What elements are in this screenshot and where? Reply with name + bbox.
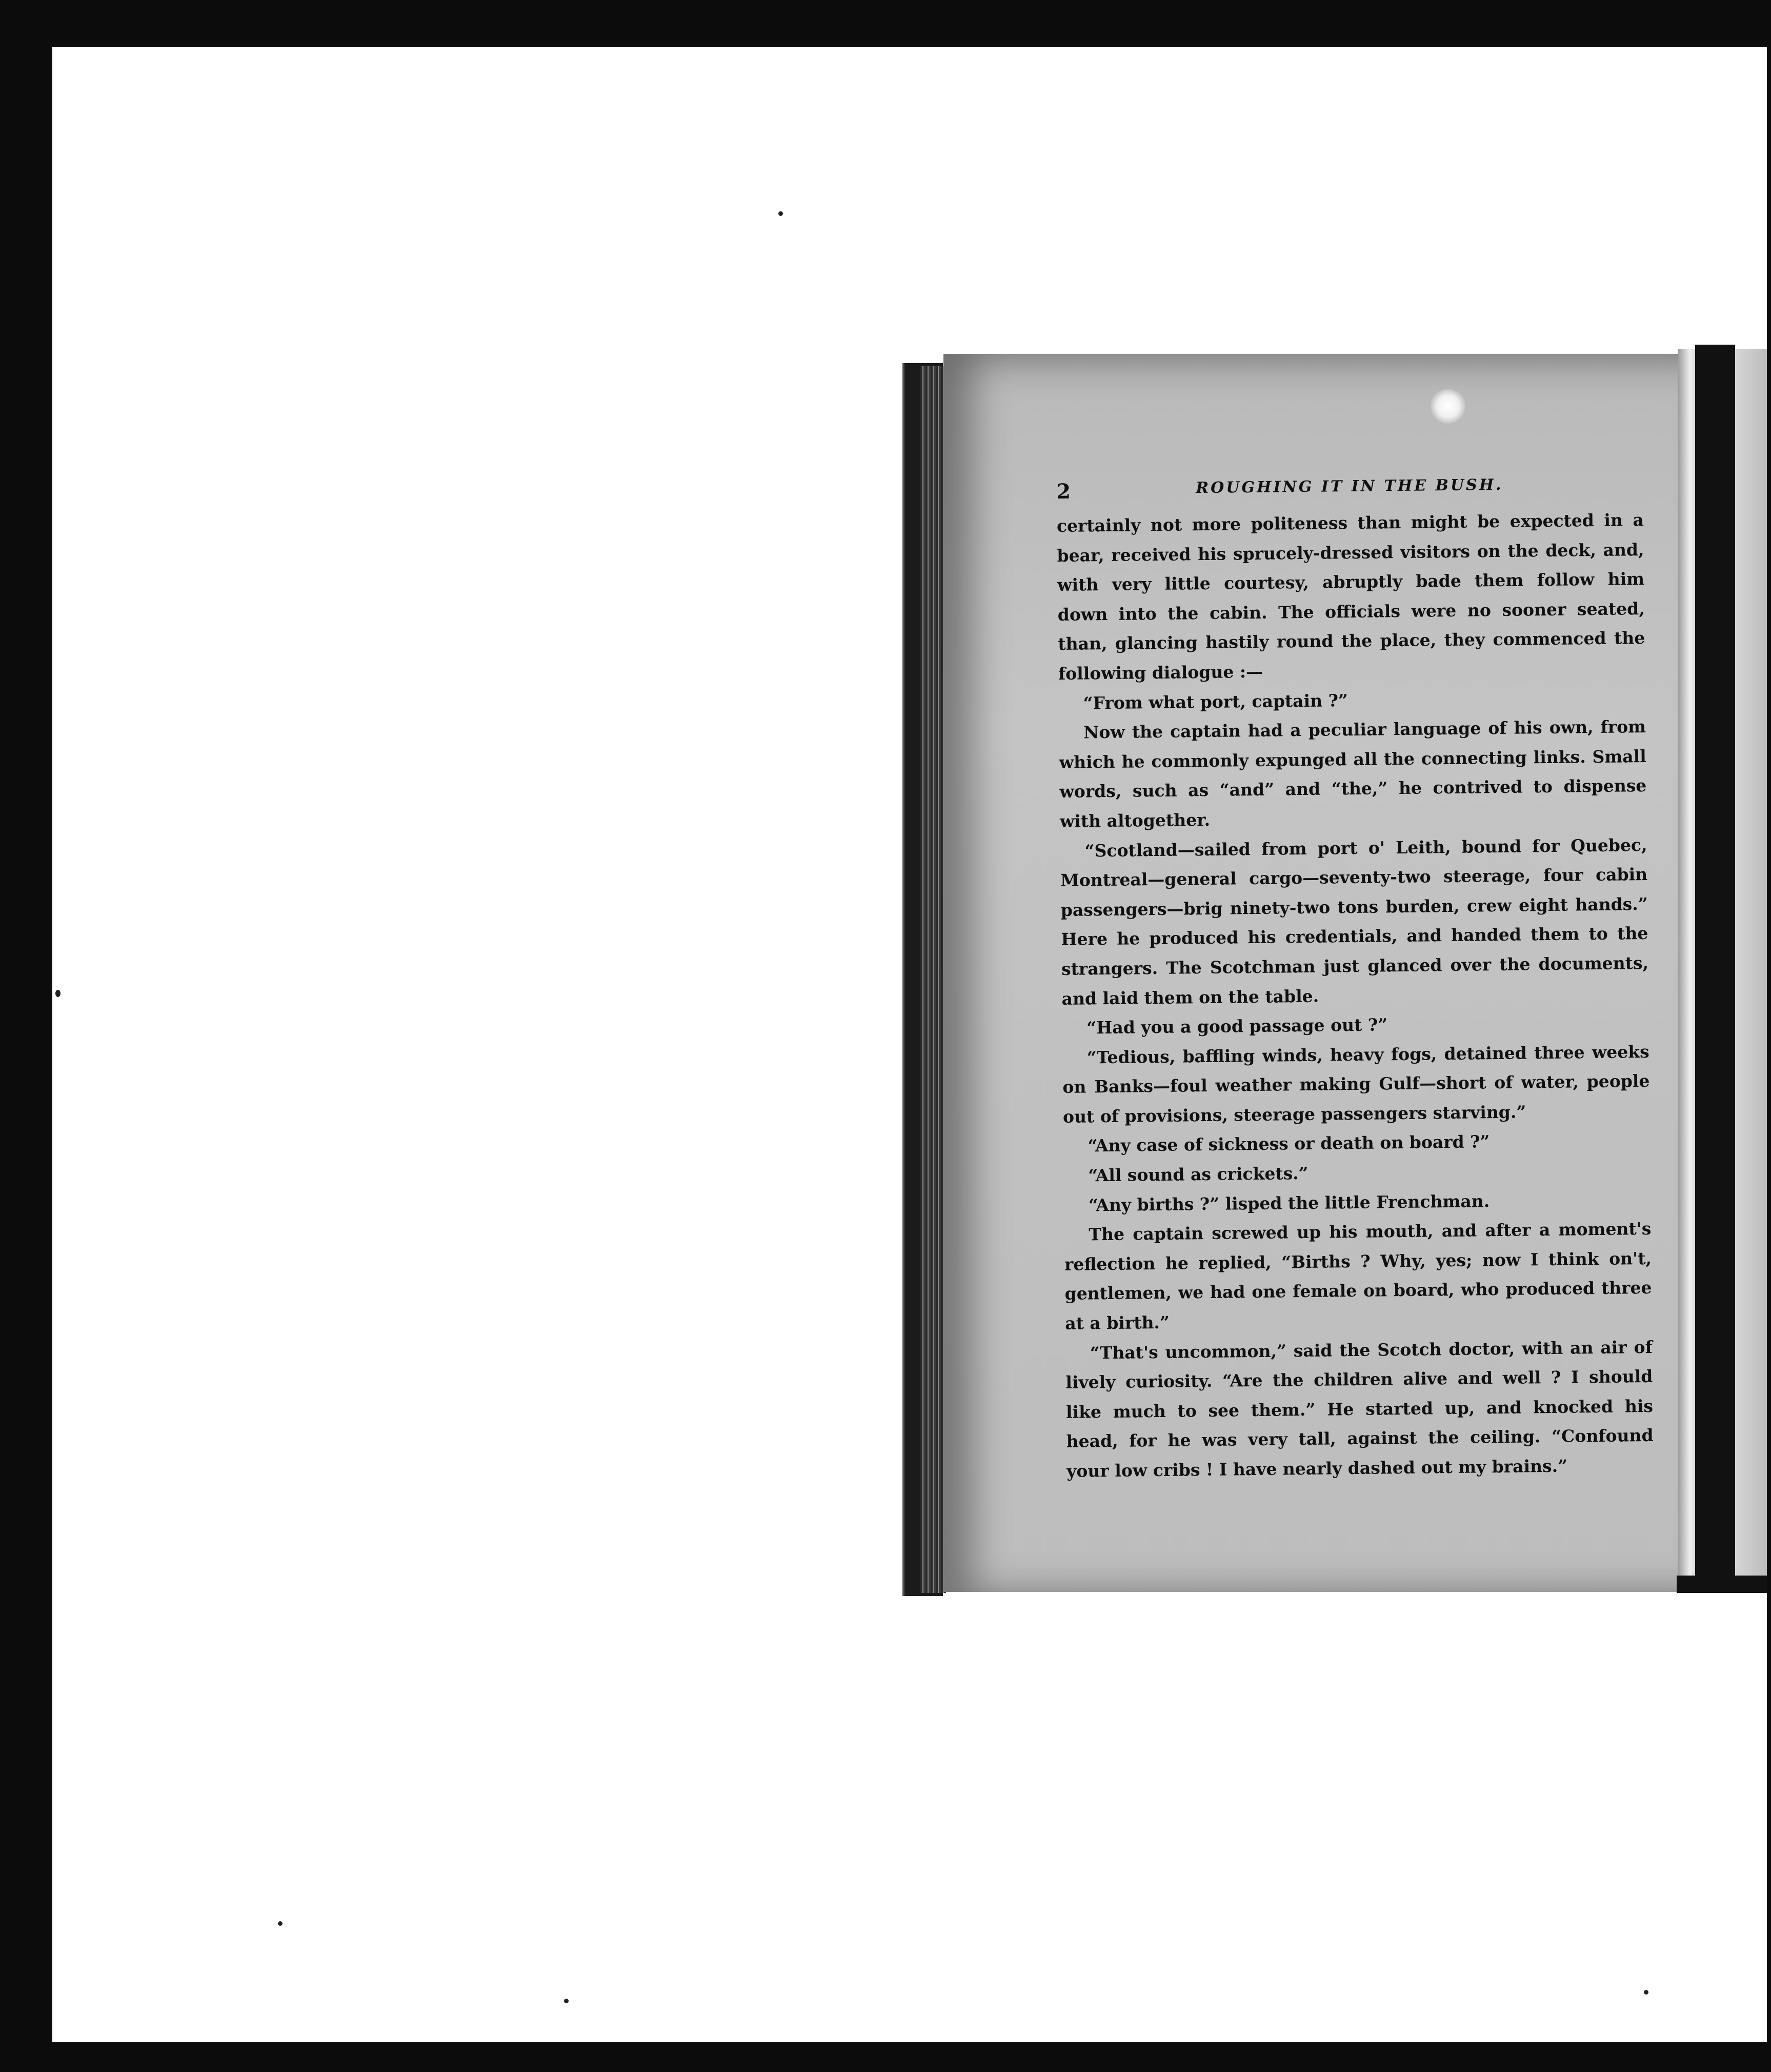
page-number: 2 [1056,479,1071,504]
film-border-top [0,0,1771,47]
text-line: “Had you a good passage out ?” [1086,1014,1388,1038]
text-line: words, such as “and” and “the,” he contrived to dispense [1059,775,1647,802]
text-line: “Any births ?” lisped the little Frenchman. [1088,1190,1490,1216]
text-line: “Tedious, baffling winds, heavy fogs, detained three weeks [1086,1041,1649,1068]
text-line: passengers—brig ninety-two tons burden, crew eight hands.” [1060,893,1648,920]
text-line: The captain screwed up his mouth, and after a moment's [1089,1219,1652,1245]
text-line: “That's uncommon,” said the Scotch doctor, with an air of [1090,1337,1653,1363]
facing-page-sliver [1735,349,1767,1580]
page-text-block [1056,473,1654,1486]
page-stack-lines [920,366,946,1593]
text-line: Now the captain had a peculiar language of his own, from [1083,716,1646,743]
text-line: with altogether. [1059,809,1211,831]
spine-base [1677,1576,1767,1593]
text-line: “From what port, captain ?” [1083,690,1349,713]
text-line: gentlemen, we had one female on board, who produced three [1064,1278,1652,1304]
text-line: lively curiosity. “Are the children alive and well ? I should [1065,1366,1653,1393]
film-border-bottom [0,2042,1771,2072]
film-border-right [1767,0,1771,2072]
text-line: reflection he replied, “Births ? Why, yes; now I think on't, [1064,1248,1652,1274]
page-header [1056,473,1644,510]
light-glare [1431,389,1465,424]
text-line: out of provisions, steerage passengers starving.” [1062,1102,1526,1127]
text-line: certainly not more politeness than might be expected in a [1056,510,1644,536]
text-line: and laid them on the table. [1061,986,1319,1009]
text-line: Montreal—general cargo—seventy-two steerage, four cabin [1060,864,1648,891]
text-line: “All sound as crickets.” [1088,1163,1309,1186]
text-line: like much to see them.” He started up, and knocked his [1065,1396,1654,1422]
text-line: at a birth.” [1065,1312,1170,1333]
text-line: following dialogue :— [1058,661,1263,684]
text-line: on Banks—foul weather making Gulf—short of water, people [1062,1071,1650,1098]
text-line: than, glancing hastily round the place, they commenced the [1058,628,1645,654]
text-line: down into the cabin. The officials were no sooner seated, [1057,598,1645,625]
text-line: Here he produced his credentials, and handed them to the [1061,923,1648,950]
text-line: your low cribs ! I have nearly dashed out my brains.” [1066,1456,1568,1481]
text-line: “Scotland—sailed from port o' Leith, bound for Quebec, [1084,834,1647,861]
book-spine [1695,345,1735,1586]
text-line: head, for he was very tall, against the ceiling. “Confound [1066,1425,1654,1452]
text-line: which he commonly expunged all the connecting links. Small [1059,746,1646,772]
film-border-left [0,0,52,2072]
text-line: strangers. The Scotchman just glanced over the documents, [1061,952,1649,979]
text-line: bear, received his sprucely-dressed visitors on the deck, and, [1057,539,1644,566]
running-head: ROUGHING IT IN THE BUSH. [1196,475,1503,497]
body-text [1057,505,1654,1486]
text-line: “Any case of sickness or death on board ?” [1088,1131,1490,1156]
text-line: with very little courtesy, abruptly bade them follow him [1057,569,1645,595]
